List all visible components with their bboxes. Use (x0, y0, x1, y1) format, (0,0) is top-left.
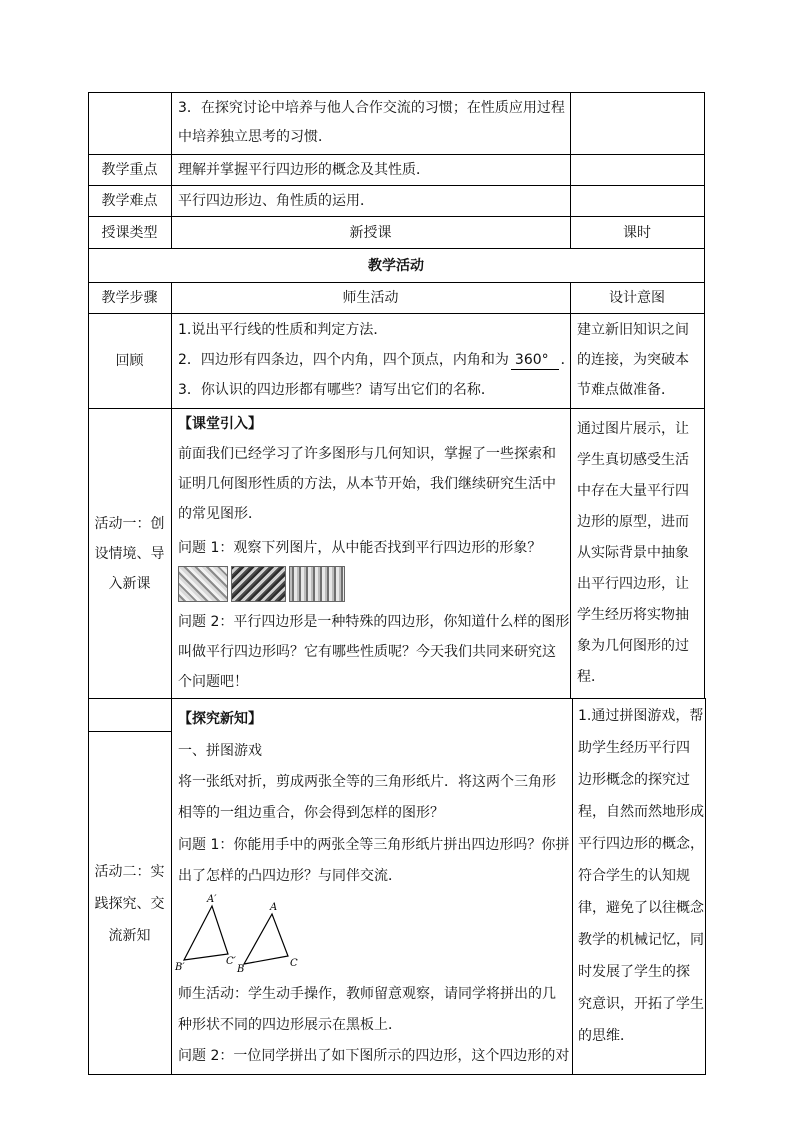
activity1-label: 设情境、导 (94, 546, 165, 562)
grid-line (88, 92, 704, 93)
review-answer: 360° (511, 351, 559, 370)
activity1-text: 证明几何图形性质的方法，从本节开始，我们继续研究生活中 (178, 476, 556, 492)
activity1-intent-line: 程． (577, 669, 605, 685)
activity1-question: 叫做平行四边形吗？它有哪些性质呢？今天我们共同来研究这 (178, 644, 556, 660)
review-intent-line: 的连接，为突破本 (577, 352, 689, 368)
grid-line (88, 1074, 706, 1075)
activity1-intent-line: 边形的原型，进而 (577, 514, 689, 530)
key-point-text: 理解并掌握平行四边形的概念及其性质． (178, 162, 430, 178)
activity2-intent-line: 助学生经历平行四 (578, 740, 690, 756)
activity1-section: 【课堂引入】 (178, 416, 262, 432)
review-line2-suffix: ． (560, 352, 575, 368)
activity1-question: 问题 1：观察下列图片，从中能否找到平行四边形的形象？ (178, 540, 542, 556)
activity2-intent-line: 平行四边形的概念， (578, 836, 704, 852)
activity2-intent-line: 1.通过拼图游戏，帮 (578, 708, 704, 724)
objective-line: 中培养独立思考的习惯． (178, 129, 332, 145)
activity2-intent-line: 的思维． (578, 1028, 634, 1044)
activities-title: 教学活动 (368, 258, 424, 274)
activity2-intent-line: 教学的机械记忆，同 (578, 932, 704, 948)
activity2-intent-line: 符合学生的认知规 (578, 868, 690, 884)
grid-line (88, 698, 706, 699)
activity1-intent-line: 学生真切感受生活 (577, 452, 689, 468)
lesson-type-label: 授课类型 (101, 225, 158, 241)
activity2-intent-line: 边形概念的探究过 (578, 772, 690, 788)
grid-line (88, 408, 704, 409)
triangle-original (244, 914, 288, 964)
grid-line (705, 698, 706, 1074)
activity1-intent-line: 从实际背景中抽象 (577, 545, 689, 561)
activity2-label: 活动二：实 (94, 864, 165, 880)
triangle-prime (184, 906, 228, 960)
lesson-type-value: 新授课 (349, 225, 392, 241)
objective-line: 3．在探究讨论中培养与他人合作交流的习惯；在性质应用过程 (178, 100, 565, 116)
activity2-text: 种形状不同的四边形展示在黑板上． (178, 1017, 402, 1033)
activity2-text: 师生活动：学生动手操作，教师留意观察，请同学将拼出的几 (178, 986, 556, 1002)
activity1-intent-line: 象为几何图形的过 (577, 638, 689, 654)
header-intent: 设计意图 (609, 290, 665, 306)
activity2-section: 【探究新知】 (178, 711, 262, 727)
review-line (178, 350, 575, 370)
door-photo (289, 566, 345, 602)
review-line: 3．你认识的四边形都有哪些？请写出它们的名称． (178, 382, 495, 398)
activity1-question: 个问题吧！ (178, 674, 248, 690)
grid-line (88, 731, 171, 732)
review-line2-prefix: 2．四边形有四条边，四个内角，四个顶点，内角和为 (178, 352, 509, 368)
activity2-intent-line: 究意识，开拓了学生 (578, 996, 704, 1012)
key-point-label: 教学重点 (101, 162, 158, 178)
fence-photo (178, 566, 228, 602)
activity2-text: 相等的一组边重合，你会得到怎样的图形？ (178, 805, 444, 821)
difficulty-label: 教学难点 (101, 193, 158, 209)
activity1-label: 活动一：创 (94, 516, 165, 532)
grid-line (88, 154, 704, 155)
activity1-text: 的常见图形． (178, 506, 262, 522)
activity2-text: 将一张纸对折，剪成两张全等的三角形纸片．将这两个三角形 (178, 774, 556, 790)
activity1-intent-line: 出平行四边形，让 (577, 576, 689, 592)
header-activities: 师生活动 (342, 290, 399, 306)
activity1-intent-line: 通过图片展示，让 (577, 421, 689, 437)
grid-line (704, 92, 705, 698)
vertex-c: C (290, 958, 298, 969)
activity1-intent-line: 中存在大量平行四 (577, 483, 689, 499)
activity1-label: 入新课 (108, 576, 151, 592)
gate-photo (231, 566, 286, 602)
activity2-question: 问题 2：一位同学拼出了如下图所示的四边形，这个四边形的对 (178, 1048, 570, 1064)
header-steps: 教学步骤 (101, 290, 158, 306)
triangles-diagram (172, 890, 312, 976)
grid-line (572, 698, 573, 1074)
grid-line (88, 216, 704, 217)
grid-line (88, 313, 704, 314)
activity2-intent-line: 程，自然而然地形成 (578, 804, 704, 820)
vertex-a: A (270, 902, 278, 913)
activity2-intent-line: 律，避免了以往概念 (578, 900, 704, 916)
activity2-label: 流新知 (108, 928, 151, 944)
activity2-subheading: 一、拼图游戏 (178, 743, 262, 759)
difficulty-text: 平行四边形边、角性质的运用． (178, 193, 374, 209)
grid-line (88, 248, 704, 249)
period-label: 课时 (623, 225, 651, 241)
activity1-question: 问题 2：平行四边形是一种特殊的四边形，你知道什么样的图形 (178, 614, 570, 630)
grid-line (570, 282, 571, 698)
vertex-b-prime: B′ (175, 962, 185, 973)
activity2-intent-line: 时发展了学生的探 (578, 964, 690, 980)
grid-line (88, 185, 704, 186)
activity2-question: 问题 1：你能用手中的两张全等三角形纸片拼出四边形吗？你拼 (178, 837, 570, 853)
review-intent-line: 建立新旧知识之间 (577, 322, 689, 338)
review-line: 1.说出平行线的性质和判定方法． (178, 322, 388, 338)
activity2-label: 践探究、交 (94, 896, 165, 912)
grid-line (88, 282, 704, 283)
activity2-question: 出了怎样的凸四边形？与同伴交流． (178, 868, 402, 884)
activity1-intent-line: 学生经历将实物抽 (577, 607, 689, 623)
vertex-b: B (237, 964, 245, 975)
vertex-a-prime: A′ (207, 894, 217, 905)
review-intent-line: 节难点做准备． (577, 382, 675, 398)
vertex-c-prime: C′ (226, 956, 236, 967)
review-label: 回顾 (115, 353, 144, 369)
activity1-text: 前面我们已经学习了许多图形与几何知识，掌握了一些探索和 (178, 446, 556, 462)
